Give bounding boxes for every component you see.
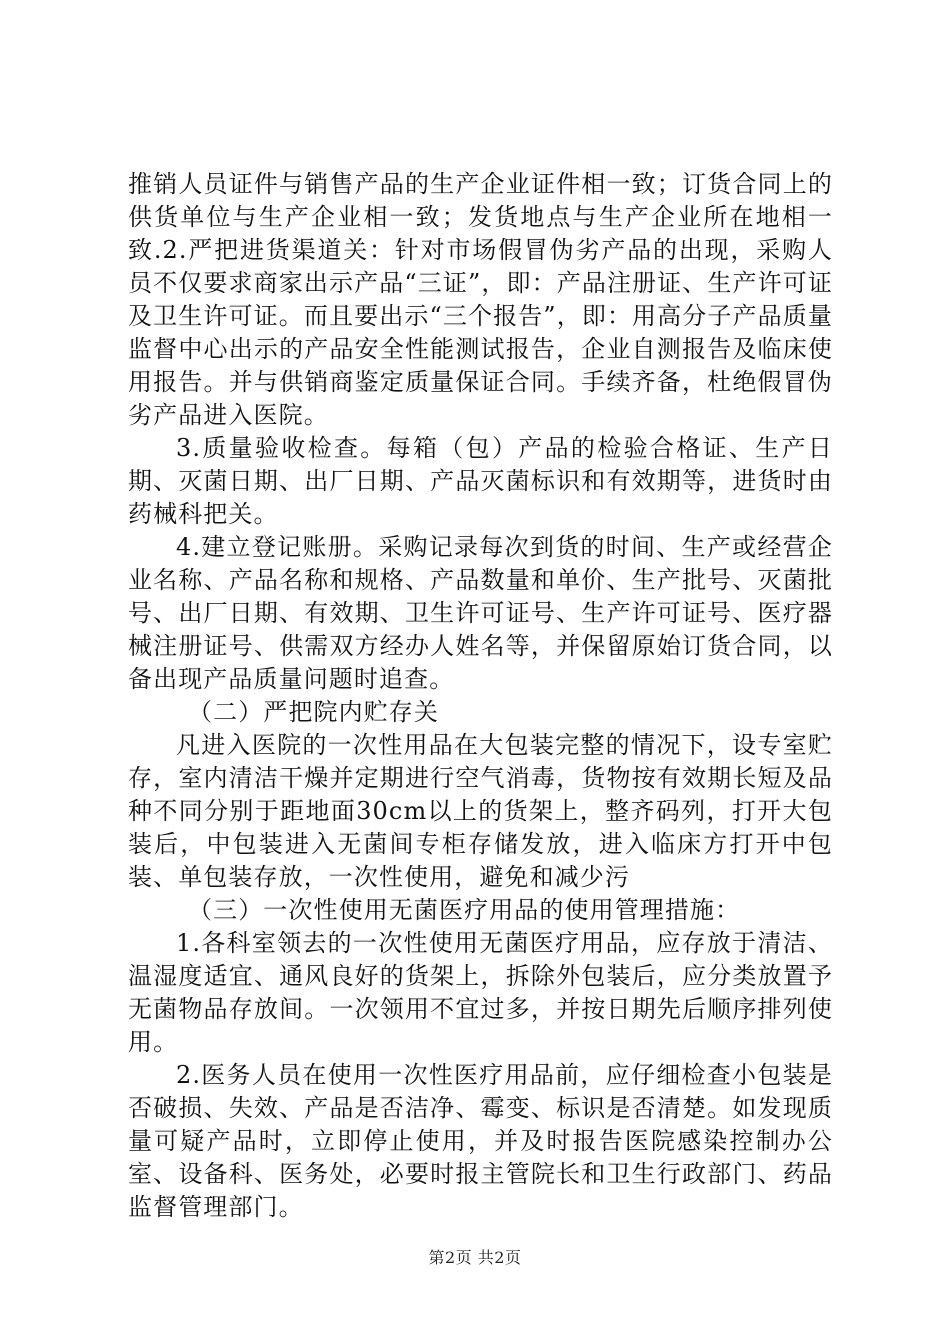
paragraph-procurement-checks: 推销人员证件与销售产品的生产企业证件相一致；订货合同上的供货单位与生产企业相一致；发货地点与生产企业所在地相一致.2.严把进货渠道关：针对市场假冒伪劣产品的出现，采购人员不仅要求商家出示产品“三证”，即：产品注册证、生产许可证及卫生许可证。而且要出示“三个报告”，即：用高分子产品质量监督中心出示的产品安全性能测试报告，企业自测报告及临床使用报告。并与供销商鉴定质量保证合同。手续齐备，杜绝假冒伪劣产品进入医院。 (128, 170, 833, 429)
paragraph-pre-use-inspection: 2.医务人员在使用一次性医疗用品前，应仔细检查小包装是否破损、失效、产品是否洁净、霉变、标识是否清楚。如发现质量可疑产品时，立即停止使用，并及时报告医院感染控制办公室、设备科、医务处，必要时报主管院长和卫生行政部门、药品监督管理部门。 (128, 1061, 833, 1221)
section-heading-storage: （二）严把院内贮存关 (188, 698, 439, 726)
page-number-footer: 第2页 共2页 (428, 1248, 522, 1267)
paragraph-registration-ledger: 4.建立登记账册。采购记录每次到货的时间、生产或经营企业名称、产品名称和规格、产品数量和单价、生产批号、灭菌批号、出厂日期、有效期、卫生许可证号、生产许可证号、医疗器械注册证号、供需双方经办人姓名等，并保留原始订货合同，以备出现产品质量问题时追查。 (128, 533, 833, 693)
section-heading-usage-measures: （三）一次性使用无菌医疗用品的使用管理措施： (188, 896, 741, 924)
paragraph-quality-inspection: 3.质量验收检查。每箱（包）产品的检验合格证、生产日期、灭菌日期、出厂日期、产品灭菌标识和有效期等，进货时由药械科把关。 (128, 434, 833, 528)
document-body (128, 168, 833, 1224)
paragraph-storage-rules: 凡进入医院的一次性用品在大包装完整的情况下，设专室贮存，室内清洁干燥并定期进行空气消毒，货物按有效期长短及品种不同分别于距地面30cm以上的货架上，整齐码列，打开大包装后，中包装进入无菌间专柜存储发放，进入临床方打开中包装、单包装存放，一次性使用，避免和减少污 (128, 731, 833, 891)
paragraph-department-storage: 1.各科室领去的一次性使用无菌医疗用品，应存放于清洁、温湿度适宜、通风良好的货架上，拆除外包装后，应分类放置予无菌物品存放间。一次领用不宜过多，并按日期先后顺序排列使用。 (128, 929, 833, 1056)
